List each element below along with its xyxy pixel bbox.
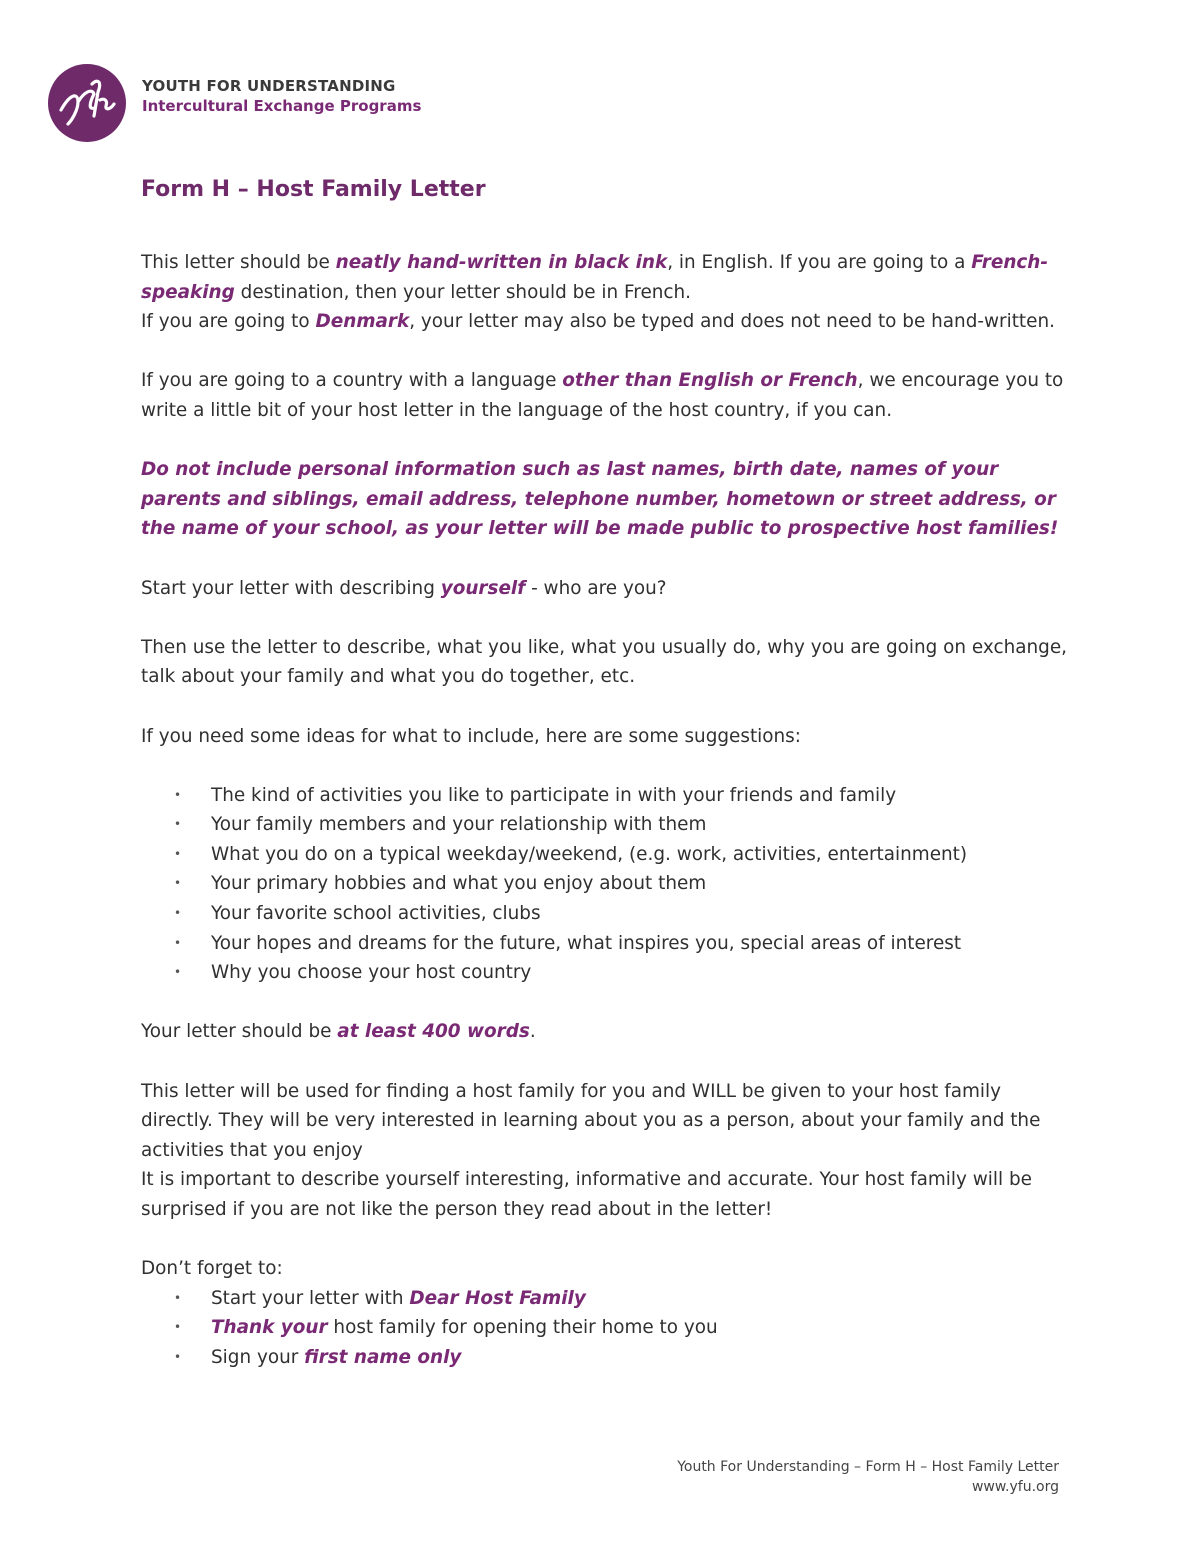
paragraph-usage: This letter will be used for finding a host family for you and WILL be given to your host family directly. They will be very interested in learning about you as a person, about your family and the activities that you enjoy: [141, 1080, 1041, 1161]
list-item-text: Your family members and your relationship with them: [211, 814, 707, 836]
bullet-icon: •: [174, 876, 182, 891]
header-logo: [48, 64, 421, 142]
bullet-icon: •: [174, 1290, 182, 1305]
emphasis: first name only: [304, 1346, 462, 1368]
svg-text:yfu: yfu: [86, 138, 88, 139]
text-run: .: [529, 1021, 536, 1043]
paragraph-word-count: [141, 1017, 1071, 1047]
bullet-icon: •: [174, 906, 182, 921]
privacy-warning: Do not include personal information such as last names, birth date, names of your parents and siblings, email address, telephone number, hometown or street address, or the name of your school, as your letter will be made public to prospective host families!: [141, 459, 1059, 540]
paragraph-language: [141, 366, 1071, 425]
text-run: host family for opening their home to you: [327, 1317, 718, 1339]
text-run: Sign your: [211, 1346, 305, 1368]
text-run: Start your letter with: [211, 1287, 410, 1309]
paragraph-handwriting: [141, 248, 1071, 307]
paragraph-ideas: If you need some ideas for what to include, here are some suggestions:: [141, 725, 801, 747]
paragraph-denmark: [141, 307, 1071, 337]
bullet-icon: •: [174, 787, 182, 802]
yfu-logo-icon: [48, 64, 126, 142]
bullet-icon: •: [174, 846, 182, 861]
list-item-text: Why you choose your host country: [211, 962, 532, 984]
list-item-text: What you do on a typical weekday/weekend, (e.g. work, activities, entertainment): [211, 843, 968, 865]
bullet-icon: •: [174, 1320, 182, 1335]
list-item-text: Your hopes and dreams for the future, what inspires you, special areas of interest: [211, 932, 962, 954]
text-run: This letter should be: [141, 252, 336, 273]
paragraph-reminders-intro: Don’t forget to:: [141, 1258, 283, 1280]
paragraph-describe: Then use the letter to describe, what you like, what you usually do, why you are going on exchange, talk about your family and what you do together, etc.: [141, 636, 1067, 688]
page-footer: [677, 1457, 1059, 1497]
emphasis: Thank your: [211, 1317, 328, 1339]
emphasis: Dear Host Family: [409, 1287, 586, 1309]
text-run: , in English. If you are going to a: [667, 252, 972, 273]
bullet-icon: •: [174, 965, 182, 980]
org-identity: [142, 76, 421, 116]
emphasis: other than English or French: [562, 370, 858, 392]
text-run: Your letter should be: [141, 1021, 338, 1043]
text-run: If you are going to: [141, 311, 316, 333]
bullet-icon: •: [174, 935, 182, 950]
emphasis: French-speaking: [141, 252, 1049, 303]
list-item: [141, 1343, 1071, 1373]
list-item: [141, 1284, 1071, 1314]
list-item: [141, 958, 1071, 988]
reminders-list: [141, 1284, 1071, 1373]
footer-doc-title: Youth For Understanding – Form H – Host Family Letter: [677, 1459, 1059, 1475]
yfu-logo-mark: [48, 64, 126, 142]
emphasis: Denmark: [315, 311, 410, 333]
list-item: [141, 1313, 1071, 1343]
text-run: destination, then your letter should be in French.: [234, 281, 692, 303]
list-item: [141, 929, 1071, 959]
list-item: [141, 899, 1071, 929]
paragraph-yourself: [141, 574, 1071, 604]
emphasis: neatly hand-written in black ink: [335, 252, 668, 273]
bullet-icon: •: [174, 817, 182, 832]
emphasis: yourself: [440, 577, 526, 599]
text-run: , your letter may also be typed and does not need to be hand-written.: [409, 311, 1055, 333]
emphasis: at least 400 words: [337, 1021, 530, 1043]
paragraph-accuracy: It is important to describe yourself interesting, informative and accurate. Your host family will be surprised if you are not like the person they read about in the letter!: [141, 1169, 1032, 1220]
list-item: [141, 869, 1071, 899]
list-item: [141, 781, 1071, 811]
bullet-icon: •: [174, 1349, 182, 1364]
suggestions-list: [141, 781, 1071, 988]
list-item: [141, 810, 1071, 840]
text-run: If you are going to a country with a language: [141, 370, 563, 392]
list-item-text: Your primary hobbies and what you enjoy about them: [211, 873, 707, 895]
org-subtitle: Intercultural Exchange Programs: [142, 97, 422, 115]
page-title: Form H – Host Family Letter: [141, 177, 486, 202]
text-run: - who are you?: [525, 577, 667, 599]
list-item-text: Your favorite school activities, clubs: [211, 903, 541, 925]
org-name: YOUTH FOR UNDERSTANDING: [142, 77, 396, 95]
document-body: [141, 172, 1071, 1373]
list-item: [141, 840, 1071, 870]
footer-website: www.yfu.org: [971, 1479, 1059, 1495]
text-run: Start your letter with describing: [141, 577, 441, 599]
text-run: , we encourage you to write a little bit of your host letter in the language of the host country, if you can.: [141, 370, 1064, 421]
list-item-text: The kind of activities you like to participate in with your friends and family: [211, 784, 897, 806]
